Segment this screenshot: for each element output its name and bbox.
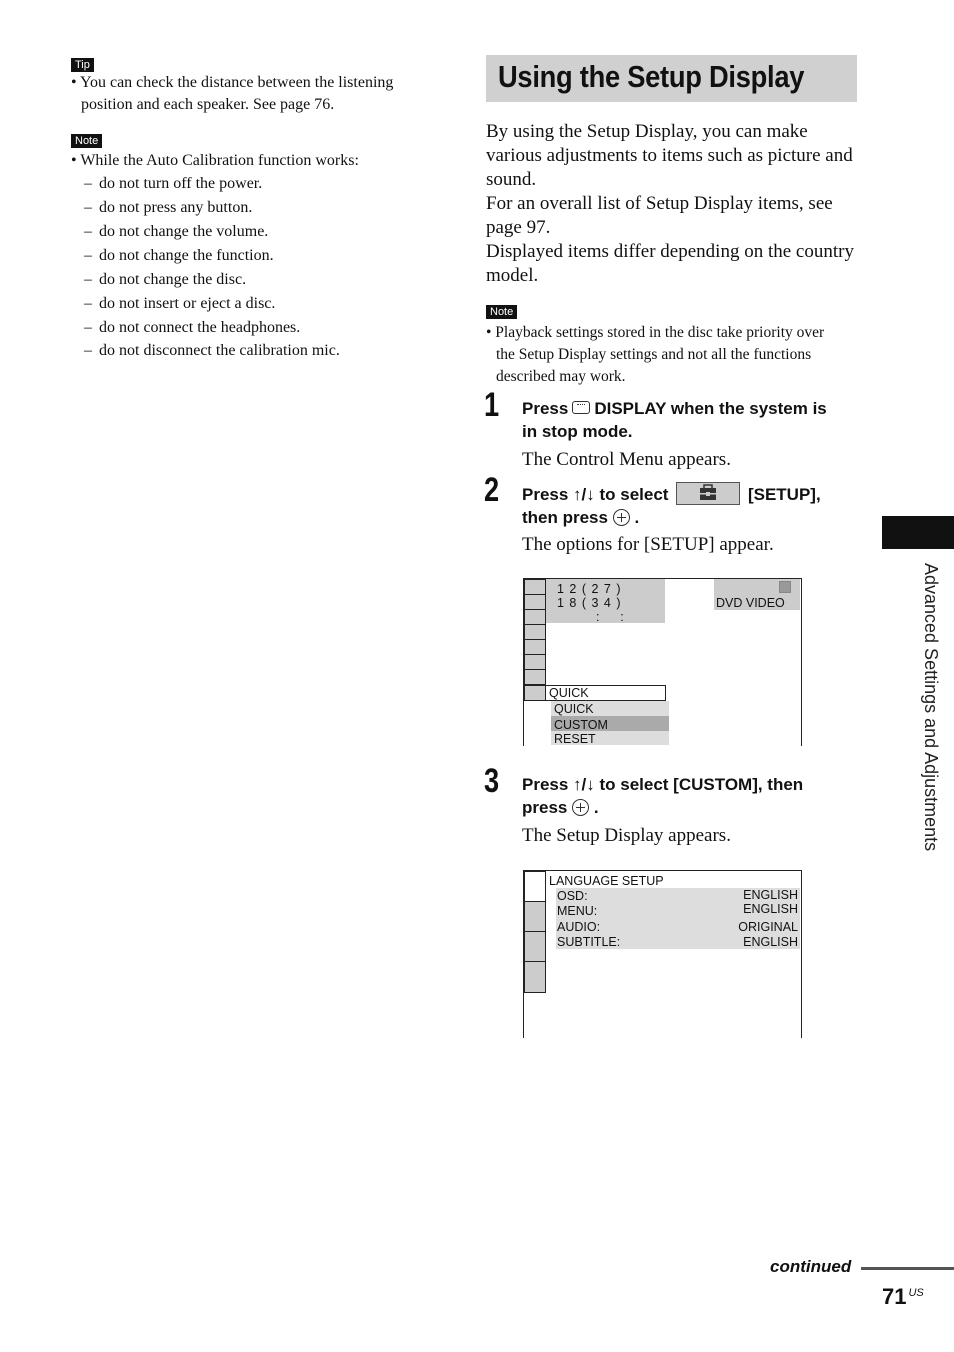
enter-button-icon <box>613 509 630 526</box>
section-title-box <box>486 55 857 102</box>
toolbox-icon <box>676 482 740 505</box>
note-badge-right: Note <box>486 305 517 319</box>
section-side-label: Advanced Settings and Adjustments <box>921 563 941 852</box>
setting-label-subtitle: SUBTITLE: <box>557 935 621 949</box>
control-menu-screen <box>523 578 802 746</box>
step-2-result: The options for [SETUP] appear. <box>522 534 774 555</box>
tip-line-1: • You can check the distance between the listening <box>71 74 394 91</box>
note-item: – do not disconnect the calibration mic. <box>84 342 340 359</box>
note-paragraph: • Playback settings stored in the disc take priority over the Setup Display settings and not all the functions described may work. <box>486 324 825 385</box>
note-item: – do not press any button. <box>84 199 253 216</box>
setting-value-osd[interactable]: ENGLISH <box>743 888 798 902</box>
note-item: – do not change the disc. <box>84 271 247 288</box>
option-reset[interactable]: RESET <box>554 732 596 746</box>
title-counter: 1 2 ( 2 7 ) <box>557 582 622 596</box>
setting-label-menu: MENU: <box>557 904 598 918</box>
step-3-result: The Setup Display appears. <box>522 825 731 846</box>
setup-title: LANGUAGE SETUP <box>549 874 664 888</box>
step-1-number: 1 <box>484 386 500 424</box>
selected-option: QUICK <box>549 686 589 700</box>
step-1-instruction: Press DISPLAY when the system is in stop mode. <box>522 399 827 441</box>
step-1-result: The Control Menu appears. <box>522 449 731 470</box>
display-button-icon <box>572 401 590 414</box>
setting-label-osd: OSD: <box>557 889 588 903</box>
note-item: – do not connect the headphones. <box>84 319 301 336</box>
section-tab-marker <box>882 516 954 549</box>
media-type: DVD VIDEO <box>716 596 785 610</box>
note-item: – do not insert or eject a disc. <box>84 295 276 312</box>
step-2-instruction: Press ↑/↓ to select [SETUP], then press . <box>522 482 862 529</box>
option-quick[interactable]: QUICK <box>554 702 594 716</box>
setup-display-screen <box>523 870 802 1038</box>
note-item: – do not change the function. <box>84 247 274 264</box>
note-badge-left: Note <box>71 134 102 148</box>
section-title: Using the Setup Display <box>498 59 805 94</box>
step-3-instruction: Press ↑/↓ to select [CUSTOM], then press . <box>522 775 804 817</box>
tip-line-2: position and each speaker. See page 76. <box>81 96 335 113</box>
setting-value-audio[interactable]: ORIGINAL <box>738 920 798 934</box>
setting-label-audio: AUDIO: <box>557 920 601 934</box>
step-3-number: 3 <box>484 762 500 800</box>
tip-badge: Tip <box>71 58 94 72</box>
intro-paragraph: By using the Setup Display, you can make various adjustments to items such as picture and sound. For an overall list of Setup Display items, see page 97. Displayed items differ depending on the country model. <box>486 121 854 286</box>
disc-status-icon <box>779 581 791 593</box>
continued-label: continued <box>770 1257 852 1276</box>
note-item: – do not turn off the power. <box>84 175 263 192</box>
note-intro: • While the Auto Calibration function works: <box>71 152 359 169</box>
setting-value-menu[interactable]: ENGLISH <box>743 902 798 916</box>
enter-button-icon <box>572 799 589 816</box>
continued-rule <box>861 1267 954 1270</box>
chapter-counter: 1 8 ( 3 4 ) <box>557 596 622 610</box>
step-2-number: 2 <box>484 471 500 509</box>
setting-value-subtitle[interactable]: ENGLISH <box>743 935 798 949</box>
time-display: : : <box>596 610 624 624</box>
page-number: 71 $^{US}$ <box>882 1284 924 1309</box>
note-item: – do not change the volume. <box>84 223 269 240</box>
option-custom[interactable]: CUSTOM <box>554 718 608 732</box>
